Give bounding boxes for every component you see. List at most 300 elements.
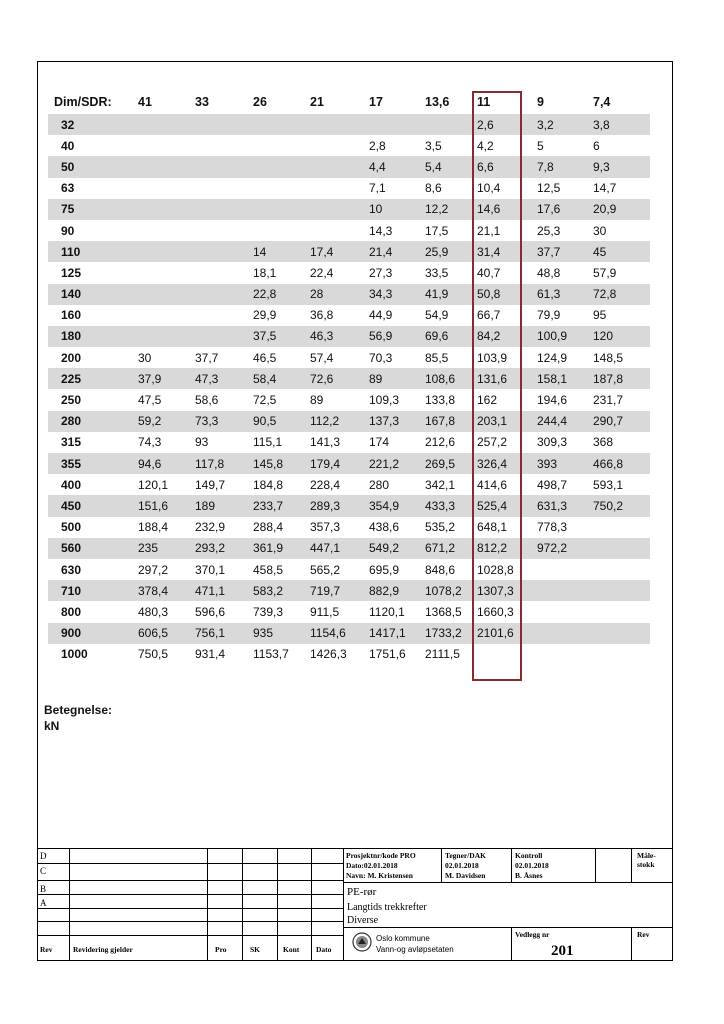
force-value-cell: 188,4 xyxy=(138,520,169,535)
force-value-cell xyxy=(531,580,587,601)
force-value-cell: 882,9 xyxy=(363,580,419,601)
force-value-cell: 1120,1 xyxy=(369,604,405,619)
force-value-cell: 289,3 xyxy=(304,495,363,516)
force-value-cell: 739,3 xyxy=(253,604,284,619)
table-row xyxy=(48,389,650,410)
table-row xyxy=(48,114,650,135)
dimension-cell: 450 xyxy=(48,495,132,516)
force-value-cell xyxy=(587,623,650,644)
dimension-cell: 140 xyxy=(48,284,132,305)
dimension-cell: 200 xyxy=(61,350,82,365)
table-row xyxy=(48,326,650,347)
force-value-cell: 30 xyxy=(593,223,607,238)
dimension-cell: 400 xyxy=(61,477,82,492)
project-line-3: Navn: M. Kristensen xyxy=(346,871,413,880)
sdr-column-header: 7,4 xyxy=(593,95,611,109)
force-value-cell: 17,6 xyxy=(531,199,587,220)
force-value-cell: 10,4 xyxy=(477,181,501,196)
force-value-cell: 228,4 xyxy=(310,477,341,492)
force-value-cell: 848,6 xyxy=(425,562,456,577)
force-value-cell: 70,3 xyxy=(369,350,393,365)
force-value-cell: 368 xyxy=(593,435,614,450)
force-value-cell: 47,5 xyxy=(138,393,162,408)
sdr-column-header: 17 xyxy=(369,95,383,109)
force-value-cell xyxy=(189,326,247,347)
pull-force-table xyxy=(48,90,650,665)
drafter-line-2: 02.01.2018 xyxy=(445,861,479,870)
table-row xyxy=(48,284,650,305)
force-value-cell: 631,3 xyxy=(531,495,587,516)
force-value-cell: 12,5 xyxy=(537,181,561,196)
force-value-cell: 458,5 xyxy=(253,562,284,577)
force-value-cell: 812,2 xyxy=(471,538,531,559)
force-value-cell: 2,8 xyxy=(369,138,386,153)
force-value-cell: 438,6 xyxy=(369,520,400,535)
force-value-cell: 84,2 xyxy=(471,326,531,347)
force-value-cell: 17,5 xyxy=(425,223,449,238)
force-value-cell: 45 xyxy=(587,241,650,262)
sdr-column-header: 9 xyxy=(537,95,544,109)
force-value-cell: 3,2 xyxy=(531,114,587,135)
force-value-cell: 133,8 xyxy=(425,393,456,408)
dimension-cell: 225 xyxy=(48,368,132,389)
force-value-cell: 1078,2 xyxy=(419,580,471,601)
dimension-cell: 110 xyxy=(48,241,132,262)
revision-label: Rev xyxy=(637,930,650,939)
force-value-cell: 46,5 xyxy=(253,350,277,365)
organization-department: Vann-og avløpsetaten xyxy=(376,945,454,954)
force-value-cell: 194,6 xyxy=(537,393,568,408)
footer-pro-label: Pro xyxy=(215,945,227,954)
force-value-cell xyxy=(189,241,247,262)
force-value-cell: 109,3 xyxy=(369,393,400,408)
rev-letter-c: C xyxy=(40,866,47,876)
table-row xyxy=(48,305,650,326)
force-value-cell: 393 xyxy=(531,453,587,474)
force-value-cell: 14,7 xyxy=(593,181,617,196)
dimension-cell: 160 xyxy=(61,308,82,323)
dimension-cell: 63 xyxy=(61,181,75,196)
table-header-row xyxy=(48,90,650,114)
rev-letter-d: D xyxy=(40,851,47,861)
dimension-cell: 900 xyxy=(48,623,132,644)
force-value-cell: 3,5 xyxy=(425,138,442,153)
force-value-cell xyxy=(132,326,189,347)
force-value-cell: 162 xyxy=(477,393,498,408)
force-value-cell: 309,3 xyxy=(537,435,568,450)
footer-sk-label: SK xyxy=(250,945,261,954)
force-value-cell xyxy=(587,517,650,538)
dimension-cell: 280 xyxy=(48,411,132,432)
force-value-cell: 30 xyxy=(138,350,152,365)
dim-sdr-header: Dim/SDR: xyxy=(54,95,112,109)
dimension-cell: 800 xyxy=(61,604,82,619)
force-value-cell: 1368,5 xyxy=(425,604,462,619)
sdr-column-header: 26 xyxy=(253,95,267,109)
force-value-cell: 370,1 xyxy=(195,562,226,577)
force-value-cell: 232,9 xyxy=(195,520,226,535)
control-line-2: 02.01.2018 xyxy=(515,861,549,870)
force-value-cell: 2,6 xyxy=(471,114,531,135)
force-value-cell xyxy=(304,156,363,177)
force-value-cell: 89 xyxy=(310,393,324,408)
force-value-cell: 34,3 xyxy=(363,284,419,305)
force-value-cell: 361,9 xyxy=(247,538,304,559)
force-value-cell: 342,1 xyxy=(425,477,456,492)
force-value-cell: 244,4 xyxy=(531,411,587,432)
force-value-cell xyxy=(189,199,247,220)
force-value-cell: 931,4 xyxy=(195,647,226,662)
force-value-cell xyxy=(247,135,304,156)
force-value-cell xyxy=(132,284,189,305)
designation-unit: kN xyxy=(44,719,60,733)
force-value-cell: 719,7 xyxy=(304,580,363,601)
force-value-cell: 179,4 xyxy=(304,453,363,474)
force-value-cell: 549,2 xyxy=(363,538,419,559)
force-value-cell: 48,8 xyxy=(537,265,561,280)
table-row xyxy=(48,538,650,559)
dimension-cell: 125 xyxy=(61,265,82,280)
table-row xyxy=(48,411,650,432)
force-value-cell: 280 xyxy=(369,477,390,492)
force-value-cell: 72,8 xyxy=(587,284,650,305)
drawing-title: PE-rør xyxy=(347,886,377,898)
force-value-cell: 357,3 xyxy=(310,520,341,535)
table-row xyxy=(48,559,650,580)
sdr-column-header: 33 xyxy=(195,95,209,109)
force-value-cell: 120,1 xyxy=(138,477,169,492)
force-value-cell xyxy=(132,178,189,199)
force-value-cell: 4,4 xyxy=(363,156,419,177)
dimension-cell: 180 xyxy=(48,326,132,347)
table-row xyxy=(48,178,650,199)
force-value-cell: 606,5 xyxy=(132,623,189,644)
force-value-cell xyxy=(304,114,363,135)
drafter-line-1: Tegner/DAK xyxy=(445,851,486,860)
rev-letter-b: B xyxy=(40,884,47,894)
force-value-cell: 471,1 xyxy=(189,580,247,601)
table-row xyxy=(48,517,650,538)
force-value-cell: 89 xyxy=(363,368,419,389)
dimension-cell: 50 xyxy=(48,156,132,177)
force-value-cell: 115,1 xyxy=(253,435,283,450)
force-value-cell: 58,4 xyxy=(247,368,304,389)
force-value-cell: 56,9 xyxy=(363,326,419,347)
force-value-cell xyxy=(531,623,587,644)
force-value-cell: 37,9 xyxy=(132,368,189,389)
force-value-cell: 525,4 xyxy=(471,495,531,516)
force-value-cell: 95 xyxy=(593,308,607,323)
table-body xyxy=(48,114,650,665)
force-value-cell xyxy=(247,156,304,177)
force-value-cell xyxy=(189,135,247,156)
force-value-cell: 8,6 xyxy=(425,181,442,196)
table-row xyxy=(48,644,650,665)
dimension-cell: 90 xyxy=(61,223,75,238)
force-value-cell: 37,7 xyxy=(531,241,587,262)
force-value-cell: 433,3 xyxy=(419,495,471,516)
force-value-cell xyxy=(247,114,304,135)
dimension-cell: 315 xyxy=(61,435,82,450)
force-value-cell: 535,2 xyxy=(425,520,456,535)
force-value-cell: 44,9 xyxy=(369,308,393,323)
force-value-cell: 221,2 xyxy=(363,453,419,474)
force-value-cell: 149,7 xyxy=(195,477,226,492)
force-value-cell: 466,8 xyxy=(587,453,650,474)
force-value-cell: 37,7 xyxy=(195,350,219,365)
force-value-cell: 212,6 xyxy=(425,435,456,450)
force-value-cell: 158,1 xyxy=(531,368,587,389)
force-value-cell: 58,6 xyxy=(195,393,219,408)
force-value-cell: 117,8 xyxy=(189,453,247,474)
organization-name: Oslo kommune xyxy=(376,934,430,943)
force-value-cell: 25,9 xyxy=(419,241,471,262)
table-row xyxy=(48,623,650,644)
force-value-cell: 61,3 xyxy=(531,284,587,305)
force-value-cell: 9,3 xyxy=(587,156,650,177)
table-row xyxy=(48,135,650,156)
dimension-cell: 500 xyxy=(61,520,82,535)
force-value-cell: 14 xyxy=(247,241,304,262)
footer-revision-label: Revidering gjelder xyxy=(73,945,133,954)
force-value-cell: 57,9 xyxy=(593,265,617,280)
project-line-2: Dato:02.01.2018 xyxy=(346,861,398,870)
force-value-cell xyxy=(531,601,587,622)
force-value-cell: 112,2 xyxy=(304,411,363,432)
force-value-cell: 22,4 xyxy=(310,265,334,280)
dimension-cell: 40 xyxy=(61,138,75,153)
table-row xyxy=(48,199,650,220)
force-value-cell: 648,1 xyxy=(477,520,508,535)
force-value-cell: 21,4 xyxy=(363,241,419,262)
force-value-cell: 100,9 xyxy=(531,326,587,347)
force-value-cell: 28 xyxy=(304,284,363,305)
drawing-category: Diverse xyxy=(347,915,379,926)
footer-rev-label: Rev xyxy=(40,945,53,954)
table-row xyxy=(48,495,650,516)
force-value-cell xyxy=(587,580,650,601)
force-value-cell: 131,6 xyxy=(471,368,531,389)
table-row xyxy=(48,368,650,389)
force-value-cell: 72,6 xyxy=(304,368,363,389)
control-line-3: B. Åsnes xyxy=(515,871,543,880)
force-value-cell: 57,4 xyxy=(310,350,334,365)
force-value-cell xyxy=(189,220,247,241)
dimension-cell: 75 xyxy=(48,199,132,220)
force-value-cell: 141,3 xyxy=(310,435,341,450)
force-value-cell xyxy=(304,135,363,156)
force-value-cell: 187,8 xyxy=(587,368,650,389)
force-value-cell: 596,6 xyxy=(195,604,226,619)
force-value-cell: 1426,3 xyxy=(310,647,347,662)
force-value-cell: 1154,6 xyxy=(304,623,363,644)
table-row xyxy=(48,601,650,622)
force-value-cell xyxy=(471,644,531,665)
force-value-cell xyxy=(531,559,587,580)
force-value-cell xyxy=(189,284,247,305)
project-line-1: Prosjektnr/kode PRO xyxy=(346,851,416,860)
force-value-cell: 46,3 xyxy=(304,326,363,347)
force-value-cell: 36,8 xyxy=(310,308,334,323)
force-value-cell: 4,2 xyxy=(477,138,494,153)
force-value-cell: 14,6 xyxy=(471,199,531,220)
sdr-column-header: 41 xyxy=(138,95,152,109)
force-value-cell: 378,4 xyxy=(132,580,189,601)
force-value-cell xyxy=(363,114,419,135)
force-value-cell: 59,2 xyxy=(132,411,189,432)
force-value-cell: 40,7 xyxy=(477,265,501,280)
force-value-cell: 31,4 xyxy=(471,241,531,262)
force-value-cell: 695,9 xyxy=(369,562,400,577)
force-value-cell: 231,7 xyxy=(593,393,624,408)
force-value-cell: 93 xyxy=(195,435,209,450)
force-value-cell: 25,3 xyxy=(537,223,561,238)
force-value-cell: 354,9 xyxy=(363,495,419,516)
force-value-cell xyxy=(132,199,189,220)
drafter-line-3: M. Davidsen xyxy=(445,871,486,880)
force-value-cell: 47,3 xyxy=(189,368,247,389)
sdr-column-header: 11 xyxy=(477,95,491,109)
force-value-cell: 85,5 xyxy=(425,350,449,365)
force-value-cell: 583,2 xyxy=(247,580,304,601)
force-value-cell: 10 xyxy=(363,199,419,220)
force-value-cell: 54,9 xyxy=(425,308,449,323)
force-value-cell xyxy=(304,178,363,199)
dimension-cell: 32 xyxy=(48,114,132,135)
force-value-cell: 3,8 xyxy=(587,114,650,135)
force-value-cell: 565,2 xyxy=(310,562,341,577)
force-value-cell: 1733,2 xyxy=(419,623,471,644)
force-value-cell: 778,3 xyxy=(537,520,568,535)
force-value-cell xyxy=(189,262,247,283)
force-value-cell xyxy=(132,262,189,283)
force-value-cell: 145,8 xyxy=(247,453,304,474)
force-value-cell xyxy=(132,114,189,135)
force-value-cell: 90,5 xyxy=(247,411,304,432)
force-value-cell: 1660,3 xyxy=(477,604,514,619)
force-value-cell xyxy=(304,220,363,241)
dimension-cell: 630 xyxy=(61,562,82,577)
force-value-cell: 297,2 xyxy=(138,562,169,577)
force-value-cell xyxy=(587,538,650,559)
table-row xyxy=(48,580,650,601)
force-value-cell: 184,8 xyxy=(253,477,284,492)
scale-label: Måle- stokk xyxy=(637,851,656,869)
force-value-cell xyxy=(587,559,650,580)
force-value-cell: 189 xyxy=(189,495,247,516)
table-row xyxy=(48,347,650,368)
force-value-cell: 326,4 xyxy=(471,453,531,474)
dimension-cell: 710 xyxy=(48,580,132,601)
drawing-subtitle: Langtids trekkrefter xyxy=(347,902,427,913)
force-value-cell xyxy=(189,305,247,326)
force-value-cell: 21,1 xyxy=(477,223,501,238)
force-value-cell: 498,7 xyxy=(537,477,568,492)
designation-block xyxy=(44,702,112,734)
force-value-cell: 257,2 xyxy=(477,435,508,450)
force-value-cell: 1028,8 xyxy=(477,562,514,577)
force-value-cell: 7,1 xyxy=(369,181,386,196)
force-value-cell: 756,1 xyxy=(189,623,247,644)
force-value-cell: 293,2 xyxy=(189,538,247,559)
table-row xyxy=(48,220,650,241)
table-row xyxy=(48,432,650,453)
force-value-cell xyxy=(247,220,304,241)
force-value-cell: 33,5 xyxy=(425,265,449,280)
table-row xyxy=(48,156,650,177)
force-value-cell: 750,2 xyxy=(587,495,650,516)
force-value-cell: 14,3 xyxy=(369,223,393,238)
force-value-cell: 1751,6 xyxy=(369,647,406,662)
designation-label: Betegnelse: xyxy=(44,703,113,717)
force-value-cell: 5,4 xyxy=(419,156,471,177)
force-value-cell xyxy=(189,114,247,135)
force-value-cell xyxy=(132,241,189,262)
table-row xyxy=(48,453,650,474)
force-value-cell: 124,9 xyxy=(537,350,568,365)
force-value-cell: 103,9 xyxy=(477,350,508,365)
force-value-cell: 74,3 xyxy=(138,435,162,450)
force-value-cell xyxy=(419,114,471,135)
force-value-cell: 233,7 xyxy=(247,495,304,516)
footer-kont-label: Kont xyxy=(283,945,300,954)
force-value-cell: 41,9 xyxy=(419,284,471,305)
force-value-cell: 174 xyxy=(369,435,390,450)
force-value-cell: 972,2 xyxy=(531,538,587,559)
dimension-cell: 355 xyxy=(48,453,132,474)
force-value-cell: 7,8 xyxy=(531,156,587,177)
force-value-cell xyxy=(132,305,189,326)
force-value-cell: 69,6 xyxy=(419,326,471,347)
rev-letter-a: A xyxy=(40,898,47,908)
force-value-cell: 750,5 xyxy=(138,647,169,662)
force-value-cell: 935 xyxy=(247,623,304,644)
table-row xyxy=(48,474,650,495)
force-value-cell: 72,5 xyxy=(253,393,277,408)
force-value-cell: 290,7 xyxy=(587,411,650,432)
sdr-column-header: 21 xyxy=(310,95,324,109)
force-value-cell: 79,9 xyxy=(537,308,561,323)
force-value-cell: 120 xyxy=(587,326,650,347)
dimension-cell: 1000 xyxy=(61,647,88,662)
force-value-cell xyxy=(189,156,247,177)
control-line-1: Kontroll xyxy=(515,851,543,860)
force-value-cell: 671,2 xyxy=(419,538,471,559)
pull-force-table-area xyxy=(48,90,650,665)
force-value-cell xyxy=(247,178,304,199)
title-block xyxy=(37,848,673,961)
force-value-cell: 235 xyxy=(132,538,189,559)
force-value-cell: 1307,3 xyxy=(471,580,531,601)
force-value-cell xyxy=(247,199,304,220)
force-value-cell: 108,6 xyxy=(419,368,471,389)
force-value-cell xyxy=(587,644,650,665)
force-value-cell: 911,5 xyxy=(310,604,340,619)
force-value-cell xyxy=(531,644,587,665)
force-value-cell: 447,1 xyxy=(304,538,363,559)
force-value-cell: 151,6 xyxy=(132,495,189,516)
force-value-cell: 1153,7 xyxy=(253,647,289,662)
force-value-cell: 6,6 xyxy=(471,156,531,177)
force-value-cell: 480,3 xyxy=(138,604,169,619)
dimension-cell: 560 xyxy=(48,538,132,559)
force-value-cell: 50,8 xyxy=(471,284,531,305)
table-row xyxy=(48,241,650,262)
force-value-cell: 2101,6 xyxy=(471,623,531,644)
force-value-cell: 269,5 xyxy=(419,453,471,474)
footer-dato-label: Dato xyxy=(316,945,332,954)
force-value-cell: 22,8 xyxy=(247,284,304,305)
